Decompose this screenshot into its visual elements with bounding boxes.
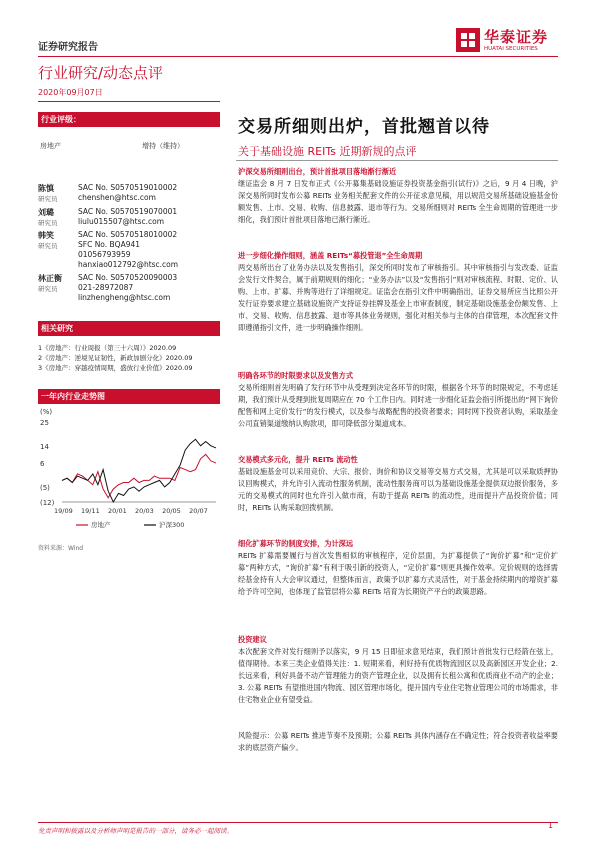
x-tick-label: 20/01 — [108, 507, 127, 515]
footer-rule — [38, 822, 558, 823]
analyst-role: 研究员 — [38, 242, 58, 250]
analyst-name: 陈慎 — [38, 184, 54, 193]
email-link[interactable]: linzhengheng@htsc.com — [78, 293, 171, 302]
analyst-name: 林正衡 — [38, 274, 62, 283]
related-header: 相关研究 — [38, 321, 220, 336]
phone-number: 021-28972087 — [78, 283, 134, 292]
rating-value: 增持（维持） — [142, 142, 184, 150]
section-heading: 交易模式多元化，提升 REITs 流动性 — [238, 455, 358, 464]
section-heading: 沪深交易所细则出台，预计首批项目落地渐行渐近 — [238, 167, 397, 176]
page-number: 1 — [548, 821, 554, 830]
x-tick-label: 20/03 — [135, 507, 154, 515]
analyst-contact — [78, 207, 177, 227]
section-paragraph: REITs 扩募需要履行与首次发售相似的审核程序，定价层面，为扩募提供了“询价扩募”和“定价扩募”两种方式，“询价扩募”有利于吸引新的投资人，“定价扩募”则更具操作效率。定价规则的选择需经基金持有人大会审议通过，但整体而言，政策予以扩募方式灵活性，对于基金持续期内的增资扩募给予许可空间，也体现了监管层将公募 REITs 培育为长期资产平台的政策思路。 — [238, 551, 558, 597]
chart-source: 资料来源：Wind — [38, 545, 84, 552]
risk-warning: 风险提示：公募 REITs 推进节奏不及预期；公募 REITs 具体内涵存在不确定性；符合投资者收益率要求的底层资产偏少。 — [238, 731, 558, 753]
section-paragraph: 基础设施基金可以采用竞价、大宗、报价、询价和协议交易等交易方式交易，尤其是可以采取质押协议回购模式，并允许引入流动性服务机制，流动性服务商可以为基础设施基金提供双边报价服务，多元的交易模式的同时也允许引入做市商，有助于提高 REITs 的流动性，进而提升产品投资价值；同时，REITs 认购采取回拨机制。 — [238, 467, 558, 513]
analyst-role: 研究员 — [38, 285, 58, 293]
related-list — [38, 343, 220, 373]
related-item-link[interactable]: 1《房地产：行业周报（第三十六周）》2020.09 — [38, 344, 177, 352]
x-tick-label: 20/05 — [162, 507, 181, 515]
disclaimer-text: 免责声明和披露以及分析师声明是报告的一部分，请务必一起阅读。 — [38, 827, 233, 835]
analyst-role: 研究员 — [38, 219, 58, 227]
section-paragraph: 两交易所出台了业务办法以及发售指引，深交所同时发布了审核指引。其中审核指引与发改委、证监会发行文件契合，属于前期规则的细化；“业务办法”以及“发售指引”则对审核流程、时限、定价、认购、上市、扩募、并购等进行了详细规定。证监会在指引文件中明确指出，证券交易所应当比照公开发行证券要求建立基础设施资产支持证券挂牌及基金上市审查制度，制定基础设施基金份额发售、上市、交易、收购、信息披露、退市等具体业务规则，强化对相关参与主体的自律管理，本次配套文件即遵循指引文件，进一步明确操作细则。 — [238, 263, 558, 333]
section-heading: 明确各环节的时限要求以及发售方式 — [238, 371, 354, 380]
analyst-name: 韩笑 — [38, 231, 54, 240]
legend-label: 沪深300 — [159, 521, 185, 529]
section-paragraph: 继证监会 8 月 7 日发布正式《公开募集基础设施证券投资基金指引(试行)》之后，9 月 4 日晚，沪深交易所同时发布公募 REITs 业务相关配套文件的公开征求意见稿，用以规范交易所基础设施基金份额发售、上市、交易、收购、信息披露、退市等行为。交易所细则对 REITs 全生命周期的管理进一步细化，我们预计首批项目落地已渐行渐近。 — [238, 179, 558, 225]
header-rule — [38, 56, 558, 57]
phone-number: 01056793959 — [78, 250, 131, 259]
report-type: 证券研究报告 — [38, 42, 98, 53]
analyst-contact — [78, 183, 177, 203]
analyst-block — [38, 183, 58, 203]
industry-trend-chart — [36, 408, 222, 538]
analyst-contact — [78, 273, 177, 303]
x-tick-label: 19/09 — [54, 507, 73, 515]
sfc-number: SFC No. BQA941 — [78, 240, 141, 249]
date-rule — [38, 101, 220, 102]
related-item-link[interactable]: 2《房地产：逆境见证韧性，新政加剧分化》2020.09 — [38, 354, 193, 362]
analyst-name: 刘璐 — [38, 208, 54, 217]
email-link[interactable]: chenshen@htsc.com — [78, 193, 156, 202]
y-tick-label: 6 — [40, 460, 45, 469]
y-tick-label: 25 — [40, 419, 49, 427]
legend-label: 房地产 — [91, 521, 111, 529]
section-paragraph: 本次配套文件对发行细则予以落实，9 月 15 日即征求意见结束，我们预计首批发行已经箭在弦上，值得期待。本来三类企业值得关注：1. 短期来看，利好持有优质物流园区以及高新园区开发企业；2. 长远来看，利好具备不动产管理能力的资产管理企业，以及拥有长租公寓和优质商业不动产的企业；3. 公募 REITs 有望推进国内物流、园区管理市场化，提升国内专业住宅物业管理公司的市场需求，非住宅物业企业有望受益。 — [238, 647, 558, 705]
chart-header: 一年内行业走势图 — [38, 389, 220, 404]
sac-number: SAC No. S0570518010002 — [78, 230, 178, 239]
rating-header: 行业评级： — [38, 112, 220, 127]
sac-number: SAC No. S0570519010002 — [78, 183, 178, 192]
related-item-link[interactable]: 3《房地产：穿越疫情周期，盛放行业价值》2020.09 — [38, 364, 193, 372]
y-tick-label: 14 — [40, 442, 49, 451]
analyst-role: 研究员 — [38, 195, 58, 203]
analyst-block — [38, 207, 58, 227]
report-subtype: 行业研究/动态点评 — [38, 64, 164, 82]
analyst-block — [38, 273, 62, 293]
section-heading: 进一步细化操作细则，涵盖 REITs“募投管退”全生命周期 — [238, 251, 423, 260]
logo-text-cn: 华泰证券 — [484, 28, 549, 46]
y-tick-label: (%) — [40, 408, 53, 416]
rating-industry: 房地产 — [40, 142, 61, 150]
y-tick-label: (5) — [40, 483, 50, 492]
email-link[interactable]: liulu015507@htsc.com — [78, 217, 165, 226]
page-subtitle: 关于基础设施 REITs 近期新规的点评 — [238, 145, 417, 158]
section-heading: 细化扩募环节的制度安排，为计深远 — [238, 539, 354, 548]
section-heading: 投资建议 — [238, 635, 267, 644]
email-link[interactable]: hanxiao012792@htsc.com — [78, 260, 179, 269]
x-tick-label: 20/07 — [189, 507, 208, 515]
y-tick-label: (12) — [40, 499, 55, 507]
logo-text-en: HUATAI SECURITIES — [484, 46, 538, 52]
page-title: 交易所细则出炉，首批翘首以待 — [238, 117, 490, 137]
section-paragraph: 交易所细则首先明确了发行环节中从受理到决定各环节的时限，根据各个环节的时限规定，不考虑延期，我们预计从受理到批复周期应在 70 个工作日内。同时进一步细化证监会指引所提出的“网下询价配售和网上定价发行”的发行模式，以及参与战略配售的投资者要求；同时网下投资者认购，采取基金公司直销渠道缴纳认购款项，即可降低部分渠道成本。 — [238, 383, 558, 429]
report-date: 2020年09月07日 — [38, 88, 103, 97]
sac-number: SAC No. S0570519070001 — [78, 207, 178, 216]
analyst-contact — [78, 230, 178, 270]
sac-number: SAC No. S0570520090003 — [78, 273, 178, 282]
x-tick-label: 19/11 — [81, 507, 100, 515]
title-rule — [236, 160, 558, 161]
logo-mark-icon — [456, 28, 480, 52]
analyst-block — [38, 230, 58, 250]
